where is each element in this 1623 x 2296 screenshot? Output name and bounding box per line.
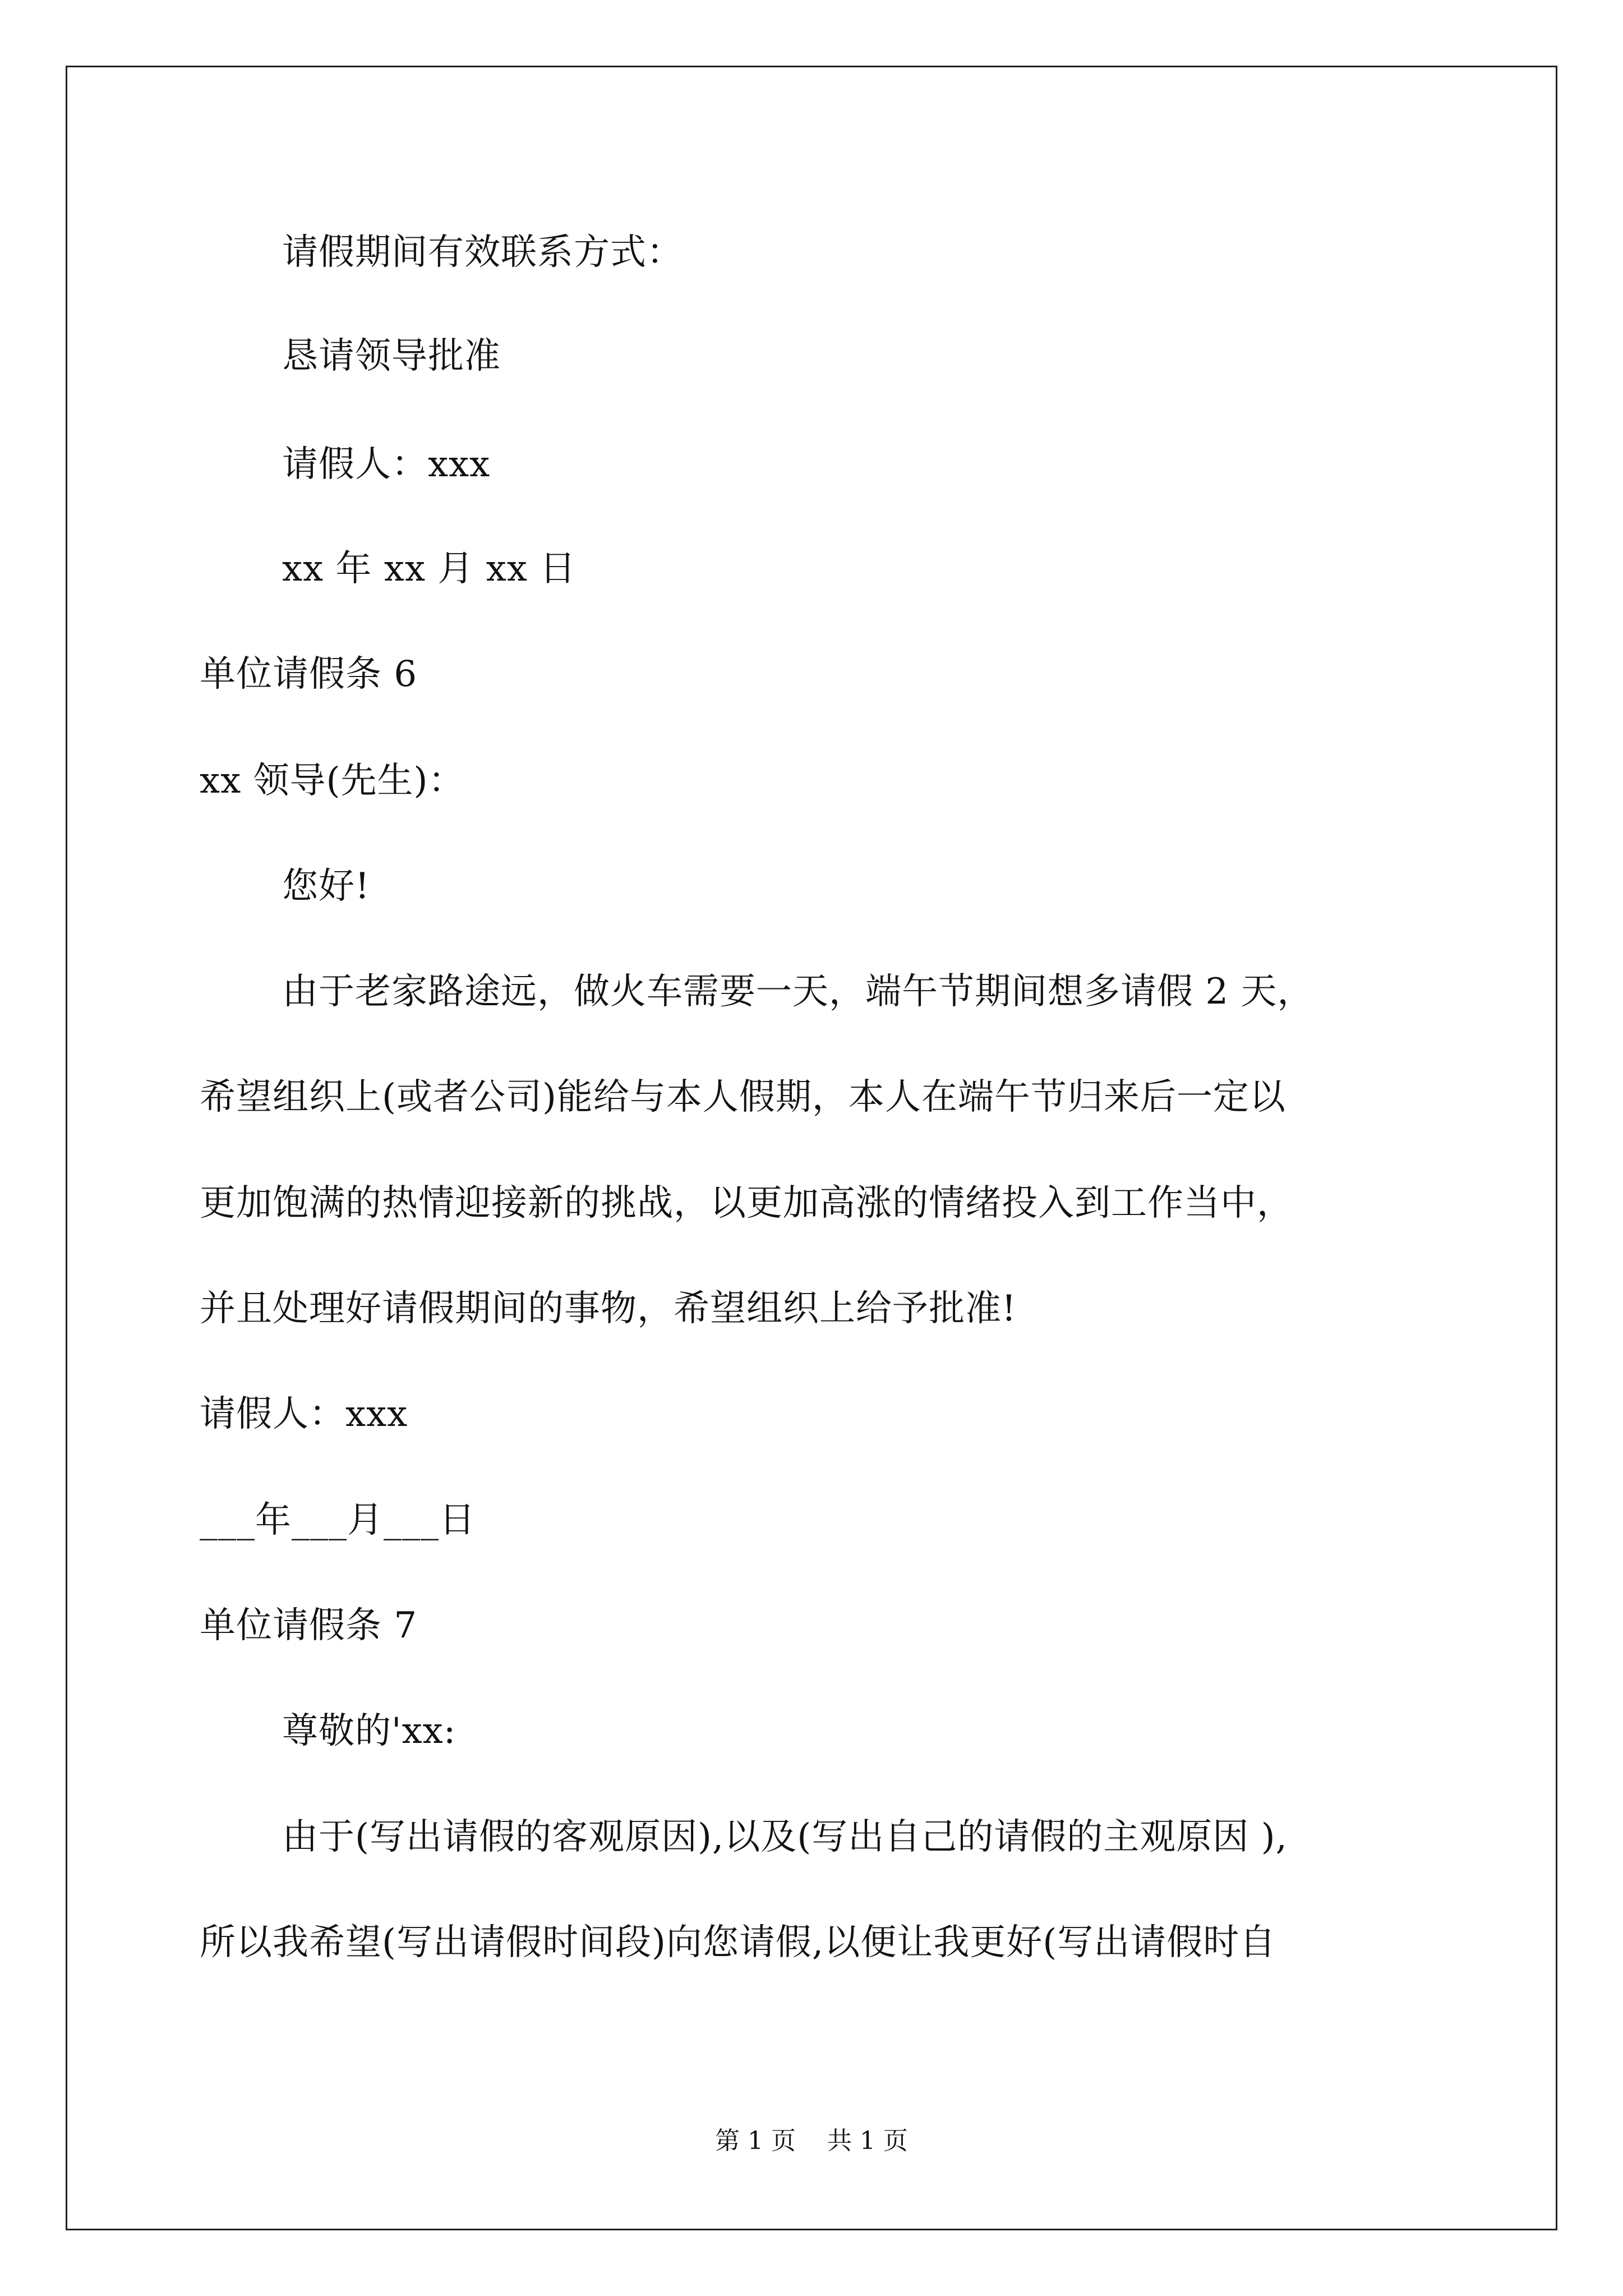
page-border <box>66 66 1557 2230</box>
paragraph-line: 由于(写出请假的客观原因),以及(写出自己的请假的主观原因 ), <box>282 1816 1288 1858</box>
paragraph-line: 并且处理好请假期间的事物，希望组织上给予批准! <box>200 1288 1017 1329</box>
paragraph-line: 所以我希望(写出请假时间段)向您请假,以便让我更好(写出请假时自 <box>200 1922 1276 1963</box>
text-line: 请假人：xxx <box>282 444 491 485</box>
section-heading: 单位请假条 6 <box>200 654 418 695</box>
paragraph-line: 希望组织上(或者公司)能给与本人假期，本人在端午节归来后一定以 <box>200 1076 1286 1118</box>
paragraph-line: 由于老家路途远，做火车需要一天，端午节期间想多请假 2 天， <box>282 971 1314 1013</box>
signature-name: 请假人：xxx <box>200 1393 408 1435</box>
text-line: 请假期间有效联系方式： <box>282 232 683 273</box>
salutation: xx 领导(先生)： <box>200 760 465 802</box>
page-footer: 第 1 页 共 1 页 <box>715 2127 908 2155</box>
greeting: 您好! <box>282 866 370 907</box>
signature-date: ___年___月___日 <box>200 1499 476 1541</box>
text-line: 恳请领导批准 <box>282 335 501 377</box>
text-line: xx 年 xx 月 xx 日 <box>282 548 577 590</box>
section-heading: 单位请假条 7 <box>200 1605 418 1646</box>
paragraph-line: 更加饱满的热情迎接新的挑战，以更加高涨的情绪投入到工作当中， <box>200 1182 1293 1224</box>
salutation: 尊敬的'xx: <box>282 1710 457 1752</box>
